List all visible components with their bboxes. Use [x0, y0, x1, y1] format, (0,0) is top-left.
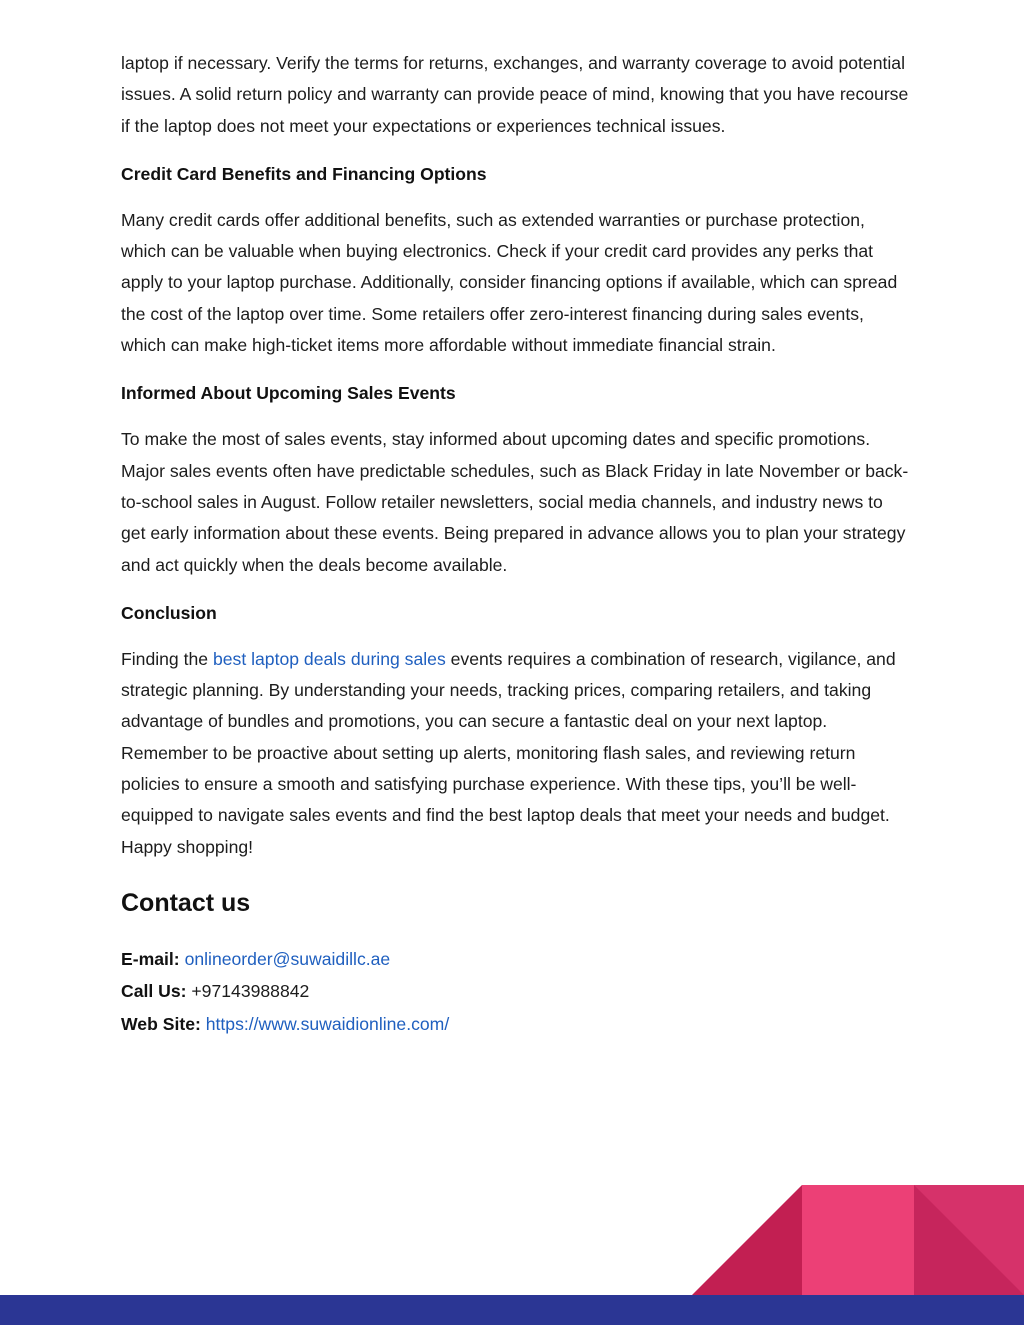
section-heading-credit-card: Credit Card Benefits and Financing Options	[121, 163, 487, 184]
phone-value: +97143988842	[191, 981, 310, 1002]
section-text-sales-events: To make the most of sales events, stay informed about upcoming dates and specific promotions. Major sales events often have predictable schedules, such as Black Friday in late November or back-to-school sales in August. Follow retailer newsletters, social media channels, and industry news to get early information about these events. Being prepared in advance allows you to plan your strategy and act quickly when the deals become available.	[121, 429, 909, 575]
contact-heading: Contact us	[121, 888, 251, 917]
phone-label: Call Us:	[121, 981, 187, 1002]
document-page	[121, 48, 911, 1040]
contact-phone-line	[121, 975, 911, 1008]
footer-decoration	[0, 1185, 1024, 1325]
best-laptop-deals-link[interactable]: best laptop deals during sales	[212, 648, 446, 669]
footer-band	[0, 1295, 1024, 1325]
footer-pink-block	[802, 1185, 914, 1295]
conclusion-heading: Conclusion	[121, 602, 217, 623]
conclusion-paragraph	[121, 644, 911, 863]
contact-web-line	[121, 1008, 911, 1041]
footer-triangle-left	[692, 1185, 802, 1295]
intro-paragraph: laptop if necessary. Verify the terms for returns, exchanges, and warranty coverage to avoid potential issues. A solid return policy and warranty can provide peace of mind, knowing that you have recourse if the laptop does not meet your expectations or experiences technical issues.	[121, 53, 909, 136]
section-text-credit-card: Many credit cards offer additional benefits, such as extended warranties or purchase protection, which can be valuable when buying electronics. Check if your credit card provides any perks that apply to your laptop purchase. Additionally, consider financing options if available, which can spread the cost of the laptop over time. Some retailers offer zero-interest financing during sales events, which can make high-ticket items more affordable without immediate financial strain.	[121, 209, 898, 356]
email-label: E-mail:	[121, 948, 180, 969]
website-link[interactable]: https://www.suwaidionline.com/	[205, 1013, 450, 1034]
contact-email-line	[121, 943, 911, 976]
conclusion-text-before: Finding the	[121, 648, 213, 669]
web-label: Web Site:	[121, 1013, 201, 1034]
section-heading-sales-events: Informed About Upcoming Sales Events	[121, 383, 456, 404]
conclusion-text-after: events requires a combination of research, vigilance, and strategic planning. By understanding your needs, tracking prices, comparing retailers, and taking advantage of bundles and promotions, you can secure a fantastic deal on your next laptop. Remember to be proactive about setting up alerts, monitoring flash sales, and reviewing return policies to ensure a smooth and satisfying purchase experience. With these tips, you’ll be well-equipped to navigate sales events and find the best laptop deals that meet your needs and budget. Happy shopping!	[121, 648, 896, 857]
email-link[interactable]: onlineorder@suwaidillc.ae	[184, 948, 391, 969]
